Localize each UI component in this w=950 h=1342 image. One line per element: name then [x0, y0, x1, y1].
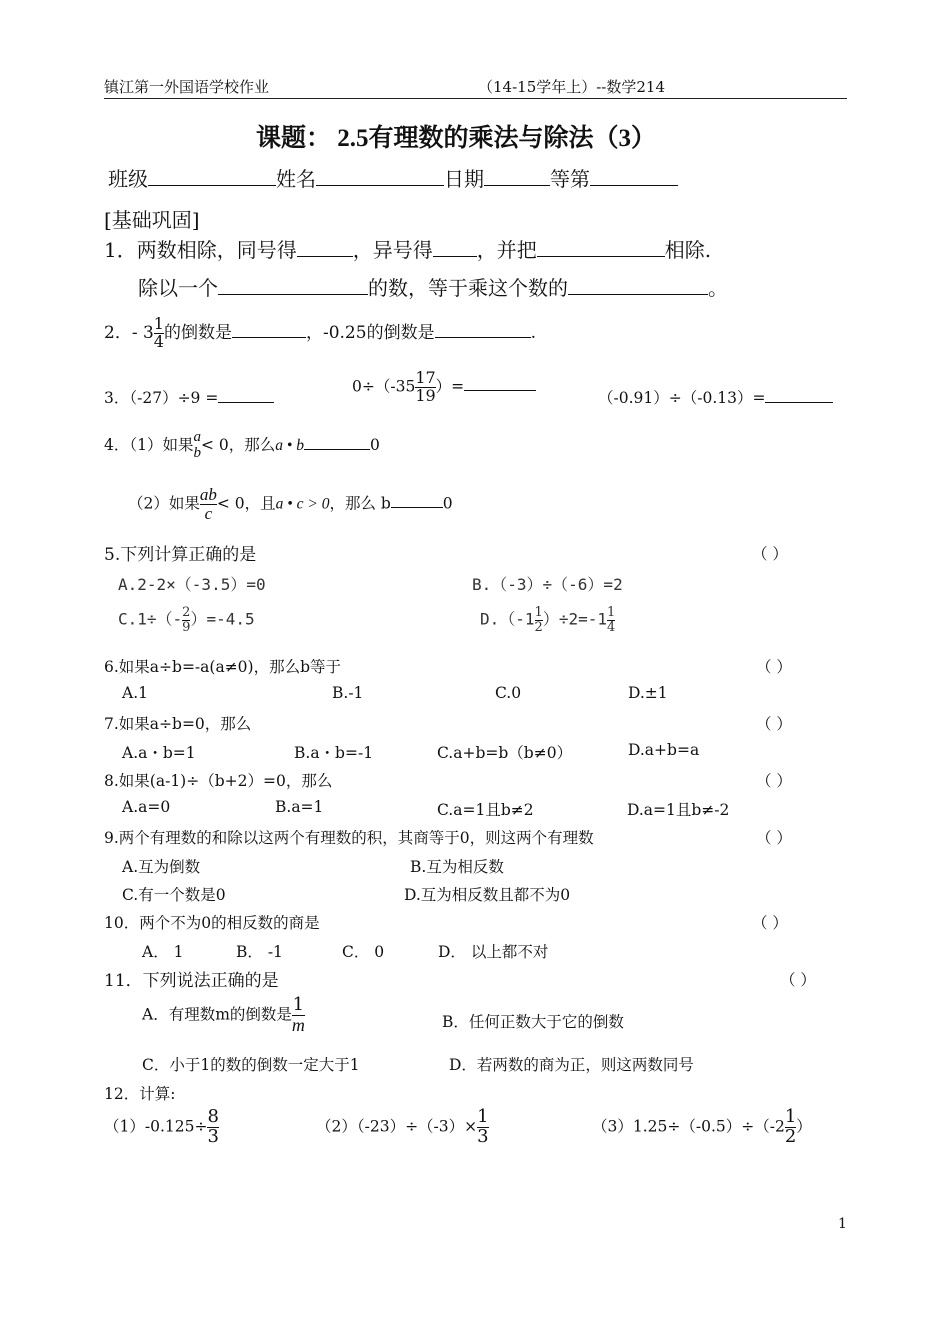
question-5-answer-paren[interactable]: （ ）: [752, 545, 788, 563]
question-4-part-1: [104, 430, 380, 462]
q4-text-e: ，且: [244, 494, 276, 513]
q2-fraction: [154, 316, 164, 351]
q2-text-a: 2．- 3: [104, 322, 154, 343]
q6-option-c[interactable]: C.0: [495, 684, 522, 702]
q9-option-d[interactable]: D.互为相反数且都不为0: [404, 886, 571, 904]
q6-option-d[interactable]: D.±1: [628, 684, 668, 702]
grade-blank[interactable]: [590, 165, 678, 186]
q5-d-denominator-1: 2: [534, 619, 543, 635]
q12-p1-denominator: 3: [207, 1125, 219, 1147]
q3-denominator: 19: [415, 385, 436, 405]
q2-text-c: ，-0.25的倒数是: [305, 322, 435, 343]
q2-blank-1[interactable]: [232, 320, 306, 338]
info-line: [108, 163, 678, 192]
q12-p2-fraction: [477, 1108, 488, 1147]
q5-option-d[interactable]: [480, 606, 615, 634]
question-9-answer-paren[interactable]: （ ）: [756, 829, 792, 847]
q8-option-c[interactable]: C.a=1且b≠2: [437, 801, 534, 819]
q4-numerator-2: ab: [199, 485, 217, 504]
q1-text-d: 相除.: [664, 238, 712, 262]
q9-option-a[interactable]: A.互为倒数: [122, 858, 201, 876]
q5-c-numerator: 2: [182, 605, 191, 620]
q1-text-a: 1．两数相除，同号得: [104, 238, 297, 262]
date-blank[interactable]: [484, 165, 550, 186]
q11-option-a[interactable]: [142, 996, 305, 1035]
q5-d-numerator-2: 1: [607, 605, 616, 620]
q4-blank-1[interactable]: [304, 433, 370, 450]
date-label: 日期: [444, 167, 484, 191]
question-1-line-2: [138, 272, 728, 301]
q6-option-a[interactable]: A.1: [122, 684, 148, 702]
q3-blank-1[interactable]: [218, 387, 274, 404]
q4-blank-2[interactable]: [391, 492, 443, 509]
question-12-stem: 12．计算:: [104, 1085, 176, 1103]
q9-option-b[interactable]: B.互为相反数: [410, 858, 504, 876]
q12-p3-denominator: 2: [784, 1125, 797, 1147]
q11-option-b[interactable]: B．任何正数大于它的倒数: [442, 1013, 624, 1031]
q5-option-a[interactable]: A.2-2×（-3.5）=0: [118, 575, 266, 594]
q4-zero-2: 0: [442, 494, 453, 513]
q7-option-b[interactable]: B.a・b=-1: [294, 744, 374, 762]
q11-a-text: A．有理数m的倒数是: [142, 1005, 292, 1024]
q4-zero-1: 0: [369, 435, 380, 454]
q1-text-f: 的数，等于乘这个数的: [368, 276, 568, 300]
q5-c-denominator: 9: [182, 619, 191, 635]
q3-text-b: 0÷（-35: [352, 377, 416, 396]
question-8-answer-paren[interactable]: （ ）: [756, 772, 792, 790]
question-6-stem: 6.如果a÷b=-a(a≠0)，那么b等于: [104, 658, 342, 676]
q1-blank-3[interactable]: [537, 236, 665, 257]
q2-blank-2[interactable]: [435, 320, 531, 338]
section-heading: [基础巩固]: [104, 208, 200, 232]
q10-option-d[interactable]: D． 以上都不对: [438, 943, 549, 961]
q5-d-numerator-1: 1: [534, 605, 543, 620]
q3-text-e: （-0.91）÷（-0.13）=: [598, 389, 766, 407]
q12-p3-numerator: 1: [784, 1106, 797, 1127]
q5-d-denominator-2: 4: [607, 619, 616, 635]
question-5-stem: 5.下列计算正确的是: [104, 545, 257, 565]
q4-fraction-2: [200, 486, 217, 523]
grade-label: 等第: [550, 167, 590, 191]
q11-a-fraction: [292, 996, 305, 1035]
q1-text-c: ，并把: [476, 238, 537, 262]
q11-option-c[interactable]: C．小于1的数的倒数一定大于1: [142, 1056, 360, 1074]
q12-p3-text: （3）1.25÷（-0.5）÷（-2: [592, 1117, 785, 1136]
q1-blank-4[interactable]: [218, 274, 368, 295]
q7-option-c[interactable]: C.a+b=b（b≠0）: [437, 744, 573, 762]
q2-numerator: 1: [153, 314, 164, 333]
q4-denominator-2: c: [200, 504, 217, 523]
q3-numerator: 17: [415, 368, 436, 387]
q4-text-f: ，那么 b: [329, 494, 391, 513]
q10-option-a[interactable]: A． 1: [142, 943, 184, 961]
q10-option-c[interactable]: C． 0: [342, 943, 385, 961]
q4-text-a: 4．（1）如果: [104, 435, 194, 454]
q4-less-than-1: < 0: [200, 435, 229, 454]
question-4-part-2: [128, 486, 453, 523]
q3-fraction: [415, 370, 435, 405]
q2-text-b: 的倒数是: [163, 322, 232, 343]
q1-blank-5[interactable]: [568, 274, 708, 295]
question-3-part-3: [598, 386, 833, 408]
question-3-part-2: [352, 370, 536, 405]
name-label: 姓名: [276, 167, 316, 191]
q5-d-text-1: D.（-1: [480, 609, 535, 629]
question-10-stem: 10．两个不为0的相反数的商是: [104, 914, 320, 932]
q3-blank-2[interactable]: [464, 375, 536, 392]
q11-option-d[interactable]: D．若两数的商为正，则这两数同号: [449, 1056, 694, 1074]
question-2: [104, 316, 536, 351]
question-11-answer-paren[interactable]: （ ）: [780, 971, 816, 989]
q1-text-b: ，异号得: [352, 238, 433, 262]
q12-p3-fraction: [785, 1108, 796, 1147]
question-8-stem: 8.如果(a-1)÷（b+2）=0，那么: [104, 772, 333, 790]
q2-denominator: 4: [153, 331, 164, 351]
name-blank[interactable]: [316, 165, 444, 186]
q12-part-1: [104, 1108, 219, 1147]
q5-option-c[interactable]: [118, 606, 255, 634]
q4-product-ab: a • b: [275, 436, 304, 454]
q12-part-2: [316, 1108, 489, 1147]
q5-c-text-2: ）=-4.5: [190, 609, 255, 629]
page-title: 课题： 2.5有理数的乘法与除法（3）: [256, 125, 657, 152]
q6-option-b[interactable]: B.-1: [332, 684, 364, 702]
q12-p1-numerator: 8: [207, 1106, 219, 1127]
q12-p2-denominator: 3: [477, 1125, 489, 1147]
q12-p3-close: ）: [796, 1117, 812, 1136]
q5-d-fraction-2: [607, 606, 615, 634]
q5-c-text-1: C.1÷（-: [118, 609, 183, 629]
question-9-stem: 9.两个有理数的和除以这两个有理数的积，其商等于0，则这两个有理数: [104, 829, 594, 847]
q9-option-c[interactable]: C.有一个数是0: [122, 886, 226, 904]
q4-product-ac: a • c > 0: [275, 495, 330, 513]
q1-blank-1[interactable]: [297, 236, 353, 257]
q8-option-d[interactable]: D.a=1且b≠-2: [627, 801, 730, 819]
q3-text-a: 3．（-27）÷9 =: [104, 389, 219, 407]
question-3-part-1: [104, 386, 274, 408]
q7-option-a[interactable]: A.a・b=1: [122, 744, 196, 762]
q10-option-b[interactable]: B． -1: [236, 943, 283, 961]
question-7-answer-paren[interactable]: （ ）: [756, 715, 792, 733]
page-number: 1: [838, 1216, 847, 1232]
q12-p1-text: （1）-0.125÷: [104, 1117, 208, 1136]
q5-d-text-2: ）÷2=-1: [542, 609, 607, 629]
q4-fraction-1: [193, 430, 201, 462]
q7-option-d[interactable]: D.a+b=a: [628, 741, 700, 759]
q4-numerator-1: a: [193, 429, 201, 445]
q8-option-b[interactable]: B.a=1: [275, 798, 324, 816]
q4-text-b: ，那么: [228, 435, 276, 454]
q5-d-fraction-1: [535, 606, 543, 634]
q3-text-c: ）=: [435, 377, 465, 396]
q3-blank-3[interactable]: [765, 387, 833, 404]
question-1-line-1: [104, 234, 711, 263]
question-11-stem: 11．下列说法正确的是: [104, 971, 279, 991]
class-label: 班级: [108, 167, 148, 191]
header-course: （14-15学年上）--数学214: [478, 78, 666, 96]
question-10-answer-paren[interactable]: （ ）: [752, 914, 788, 932]
q11-a-numerator: 1: [292, 994, 305, 1015]
q12-p1-fraction: [207, 1108, 218, 1147]
q5-option-b[interactable]: B.（-3）÷（-6）=2: [472, 575, 623, 594]
header-school: 镇江第一外国语学校作业: [104, 78, 270, 96]
q12-p2-text: （2）（-23）÷（-3）×: [316, 1117, 478, 1136]
q1-text-g: 。: [708, 276, 728, 300]
header-rule: [104, 98, 847, 99]
q4-text-c: （2）如果: [128, 494, 200, 513]
q11-a-denominator: m: [291, 1014, 305, 1035]
q8-option-a[interactable]: A.a=0: [122, 798, 171, 816]
class-blank[interactable]: [148, 165, 276, 186]
q4-less-than-2: < 0: [216, 494, 245, 513]
q4-denominator-1: b: [193, 444, 201, 461]
q1-blank-2[interactable]: [433, 236, 477, 257]
q1-text-e: 除以一个: [138, 276, 218, 300]
question-6-answer-paren[interactable]: （ ）: [756, 658, 792, 676]
q12-p2-numerator: 1: [477, 1106, 489, 1127]
question-7-stem: 7.如果a÷b=0，那么: [104, 715, 252, 733]
q12-part-3: [592, 1108, 812, 1147]
q2-text-e: .: [530, 322, 536, 343]
